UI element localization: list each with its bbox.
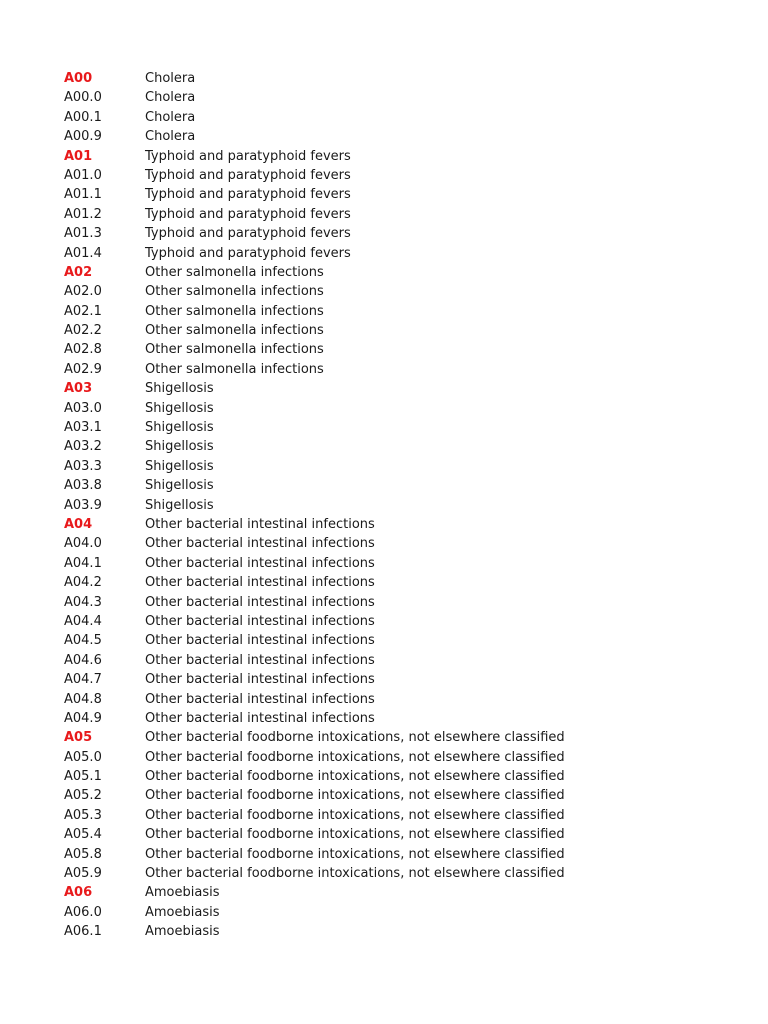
description-label: Other bacterial intestinal infections <box>145 575 375 591</box>
code-label: A04 <box>64 516 93 532</box>
code-label: A04.8 <box>64 691 102 707</box>
list-item <box>64 457 565 476</box>
code-label: A04.3 <box>64 594 102 610</box>
code-label: A05.4 <box>64 827 102 843</box>
list-item <box>64 845 565 864</box>
list-item <box>64 88 565 107</box>
list-item <box>64 554 565 573</box>
list-item <box>64 321 565 340</box>
description-label: Cholera <box>145 129 196 145</box>
description-label: Other bacterial intestinal infections <box>145 652 375 668</box>
description-label: Shigellosis <box>145 420 214 436</box>
list-item <box>64 903 565 922</box>
code-label: A03.9 <box>64 497 102 513</box>
category-row <box>64 263 565 282</box>
code-label: A05.1 <box>64 769 102 785</box>
description-label: Shigellosis <box>145 478 214 494</box>
category-row <box>64 147 565 166</box>
list-item <box>64 767 565 786</box>
description-label: Other salmonella infections <box>145 303 324 319</box>
list-item <box>64 224 565 243</box>
description-label: Shigellosis <box>145 381 214 397</box>
list-item <box>64 340 565 359</box>
description-label: Cholera <box>145 71 196 86</box>
description-label: Other bacterial intestinal infections <box>145 594 375 610</box>
description-label: Typhoid and paratyphoid fevers <box>145 206 351 222</box>
code-label: A01.4 <box>64 245 102 261</box>
description-label: Other bacterial foodborne intoxications, not elsewhere classified <box>145 769 565 785</box>
list-item <box>64 631 565 650</box>
icd-code-list <box>64 69 565 942</box>
description-label: Other bacterial foodborne intoxications, not elsewhere classified <box>145 749 565 765</box>
description-label: Other bacterial intestinal infections <box>145 516 375 532</box>
list-item <box>64 573 565 592</box>
description-label: Other salmonella infections <box>145 264 324 280</box>
code-label: A02.2 <box>64 323 102 339</box>
code-label: A05.2 <box>64 788 102 804</box>
code-label: A04.5 <box>64 633 102 649</box>
code-label: A04.2 <box>64 575 102 591</box>
list-item <box>64 670 565 689</box>
description-label: Other bacterial intestinal infections <box>145 710 375 726</box>
description-label: Other bacterial intestinal infections <box>145 672 375 688</box>
list-item <box>64 864 565 883</box>
code-label: A05.9 <box>64 866 102 882</box>
list-item <box>64 302 565 321</box>
description-label: Other bacterial intestinal infections <box>145 691 375 707</box>
list-item <box>64 593 565 612</box>
code-label: A00 <box>64 71 93 86</box>
code-label: A04.6 <box>64 652 102 668</box>
description-label: Shigellosis <box>145 400 214 416</box>
list-item <box>64 612 565 631</box>
description-label: Other bacterial foodborne intoxications, not elsewhere classified <box>145 866 565 882</box>
list-item <box>64 418 565 437</box>
code-label: A03.8 <box>64 478 102 494</box>
code-label: A06 <box>64 885 93 901</box>
code-label: A03.0 <box>64 400 102 416</box>
list-item <box>64 205 565 224</box>
description-label: Shigellosis <box>145 439 214 455</box>
code-label: A01.0 <box>64 167 102 183</box>
code-label: A02 <box>64 264 93 280</box>
code-label: A05.3 <box>64 807 102 823</box>
description-label: Amoebiasis <box>145 885 220 901</box>
list-item <box>64 709 565 728</box>
category-row <box>64 379 565 398</box>
list-item <box>64 476 565 495</box>
list-item <box>64 244 565 263</box>
code-label: A00.9 <box>64 129 102 145</box>
description-label: Amoebiasis <box>145 904 220 920</box>
list-item <box>64 437 565 456</box>
list-item <box>64 496 565 515</box>
description-label: Cholera <box>145 90 196 106</box>
description-label: Typhoid and paratyphoid fevers <box>145 245 351 261</box>
list-item <box>64 282 565 301</box>
category-row <box>64 728 565 747</box>
list-item <box>64 360 565 379</box>
code-label: A04.4 <box>64 613 102 629</box>
list-item <box>64 748 565 767</box>
code-label: A02.1 <box>64 303 102 319</box>
description-label: Other bacterial foodborne intoxications, not elsewhere classified <box>145 827 565 843</box>
code-label: A01.2 <box>64 206 102 222</box>
code-label: A05 <box>64 730 93 746</box>
code-label: A04.7 <box>64 672 102 688</box>
description-label: Other salmonella infections <box>145 361 324 377</box>
list-item <box>64 185 565 204</box>
description-label: Other salmonella infections <box>145 342 324 358</box>
list-item <box>64 825 565 844</box>
description-label: Other bacterial intestinal infections <box>145 536 375 552</box>
list-item <box>64 399 565 418</box>
description-label: Amoebiasis <box>145 924 220 940</box>
description-label: Other bacterial intestinal infections <box>145 555 375 571</box>
code-label: A05.0 <box>64 749 102 765</box>
code-label: A04.0 <box>64 536 102 552</box>
list-item <box>64 127 565 146</box>
description-label: Typhoid and paratyphoid fevers <box>145 226 351 242</box>
code-label: A02.8 <box>64 342 102 358</box>
list-item <box>64 651 565 670</box>
description-label: Other bacterial foodborne intoxications, not elsewhere classified <box>145 846 565 862</box>
description-label: Shigellosis <box>145 497 214 513</box>
description-label: Cholera <box>145 109 196 125</box>
code-label: A06.1 <box>64 924 102 940</box>
description-label: Other bacterial foodborne intoxications, not elsewhere classified <box>145 807 565 823</box>
category-row <box>64 883 565 902</box>
code-label: A02.0 <box>64 284 102 300</box>
code-label: A04.1 <box>64 555 102 571</box>
description-label: Other salmonella infections <box>145 284 324 300</box>
code-label: A06.0 <box>64 904 102 920</box>
list-item <box>64 922 565 941</box>
code-label: A03.2 <box>64 439 102 455</box>
code-label: A04.9 <box>64 710 102 726</box>
code-label: A02.9 <box>64 361 102 377</box>
description-label: Typhoid and paratyphoid fevers <box>145 148 351 164</box>
category-row <box>64 515 565 534</box>
code-label: A05.8 <box>64 846 102 862</box>
code-label: A00.1 <box>64 109 102 125</box>
description-label: Other salmonella infections <box>145 323 324 339</box>
list-item <box>64 108 565 127</box>
list-item <box>64 786 565 805</box>
description-label: Other bacterial foodborne intoxications, not elsewhere classified <box>145 788 565 804</box>
code-label: A03.3 <box>64 458 102 474</box>
description-label: Other bacterial intestinal infections <box>145 613 375 629</box>
description-label: Typhoid and paratyphoid fevers <box>145 167 351 183</box>
code-label: A01.1 <box>64 187 102 203</box>
list-item <box>64 534 565 553</box>
list-item <box>64 690 565 709</box>
description-label: Other bacterial foodborne intoxications, not elsewhere classified <box>145 730 565 746</box>
category-row <box>64 69 565 88</box>
code-label: A03 <box>64 381 93 397</box>
description-label: Typhoid and paratyphoid fevers <box>145 187 351 203</box>
description-label: Shigellosis <box>145 458 214 474</box>
list-item <box>64 166 565 185</box>
description-label: Other bacterial intestinal infections <box>145 633 375 649</box>
code-label: A01 <box>64 148 93 164</box>
code-label: A00.0 <box>64 90 102 106</box>
list-item <box>64 806 565 825</box>
code-label: A01.3 <box>64 226 102 242</box>
code-label: A03.1 <box>64 420 102 436</box>
